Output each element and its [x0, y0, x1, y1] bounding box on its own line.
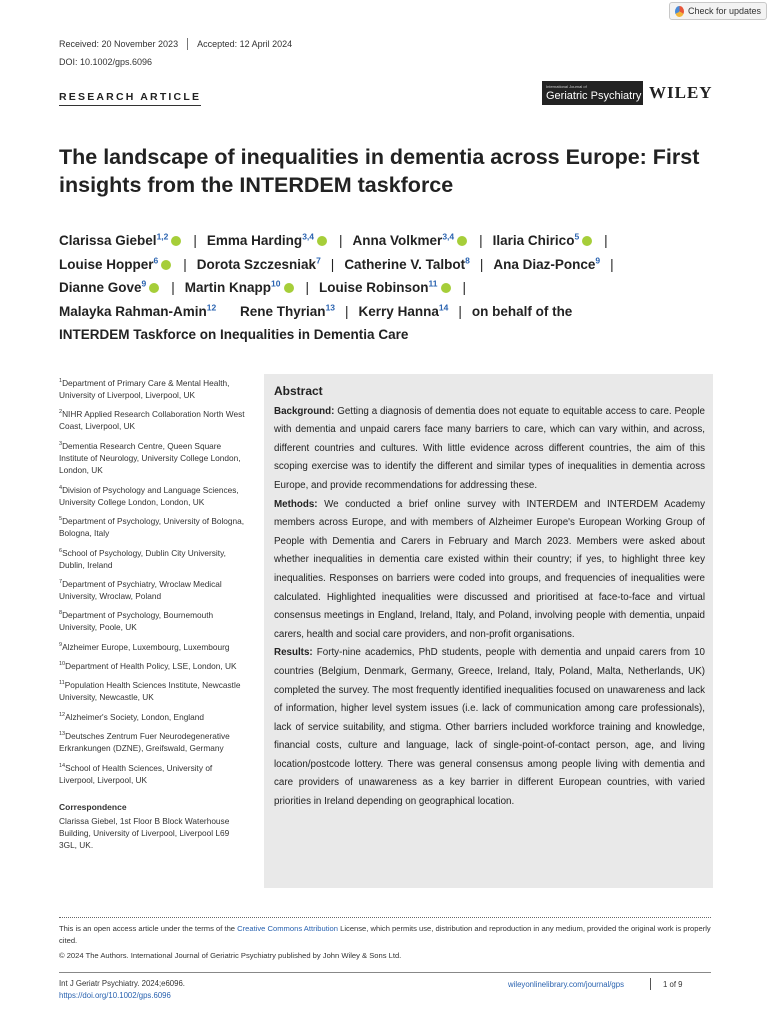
author-line-5: INTERDEM Taskforce on Inequalities in Dementia Care [59, 327, 409, 342]
orcid-icon[interactable] [171, 236, 181, 246]
author-separator: | [610, 256, 614, 272]
crossmark-icon [675, 6, 684, 17]
affiliation: $^{11}$Population Health Sciences Institute, Newcastle University, Newcastle, UK [59, 680, 241, 703]
orcid-icon[interactable] [441, 283, 451, 293]
author[interactable]: Anna Volkmer$^{3,4}$ [353, 233, 470, 248]
citation-text: Int J Geriatr Psychiatry. 2024;e6096. [59, 979, 185, 988]
abstract-background: Background: Getting a diagnosis of dementia does not equate to equitable access to care. People with dementia and unpaid carers face many barriers to care, which can vary within, and across, different countries and cultures. With little evidence across different countries, the aim of this scoping exercise was to identify the different and similar types of inequalities in dementia across Europe, and provide recommendations for addressing these. [274, 405, 705, 491]
affiliation: $^9$Alzheimer Europe, Luxembourg, Luxembourg [59, 641, 230, 652]
divider [59, 917, 711, 918]
affiliation: $^6$School of Psychology, Dublin City University, Dublin, Ireland [59, 547, 226, 570]
author-list [59, 229, 719, 347]
affiliation: $^2$NIHR Applied Research Collaboration North West Coast, Liverpool, UK [59, 409, 245, 432]
journal-logo [542, 81, 643, 105]
author-separator: | [171, 280, 175, 295]
abstract-results: Results: Forty-nine academics, PhD students, people with dementia and unpaid carers from 10 countries (Belgium, Denmark, Germany, Greece, Ireland, Italy, Poland, Malta, Netherlands, UK) completed the survey. The most frequently identified inequalities focused on unawareness and lack of information, higher level system issues (i.e. lack of communication among care professionals), lack of service suitability, and stigma. Other barriers included workforce training and knowledge, financial costs, culture and language, lack of single-point-of-contact person, age, and living location/postcode lottery. There was general consensus among people living with dementia and care providers of unawareness as a key barrier in different European countries, with varied priorities in Ireland depending on geographical location. [274, 647, 705, 808]
divider [59, 972, 711, 973]
affiliation: $^{14}$School of Health Sciences, University of Liverpool, Liverpool, UK [59, 762, 213, 785]
author[interactable]: Dianne Gove$^9$ [59, 280, 161, 295]
affiliations [59, 375, 249, 852]
divider [187, 38, 188, 50]
author-line-3 [59, 276, 719, 300]
author[interactable]: Clarissa Giebel$^{1,2}$ [59, 233, 183, 248]
author-line-2 [59, 253, 719, 277]
author-separator: | [462, 280, 467, 295]
received-date: Received: 20 November 2023 [59, 39, 179, 49]
abstract-methods: Methods: We conducted a brief online survey with INTERDEM and INTERDEM Academy members across Europe, and with members of Alzheimer Europe's European Working Group of People with Dementia and Carers in February and March 2023. Members were asked about whether inequalities in dementia care existed within their country; if yes, to highlight three key inequalities. Responses on barriers were coded into groups, and frequencies of inequalities were calculated. Highlighted inequalities were discussed and prioritised at face-to-face and virtual consensus meetings in England, Ireland, Italy, and Poland, involving people with dementia, unpaid carers, health and social care providers, and non-profit organisations. [274, 498, 705, 640]
author-separator: | [330, 256, 335, 272]
doi: DOI: 10.1002/gps.6096 [59, 57, 153, 67]
article-title: The landscape of inequalities in dementia across Europe: First insights from the INTERDEM taskforce [59, 145, 700, 197]
check-for-updates-button[interactable] [669, 2, 767, 20]
correspondence-text: Clarissa Giebel, 1st Floor B Block Waterhouse Building, University of Liverpool, Liverpool L69 3GL, UK. [59, 816, 230, 851]
affiliation: $^{10}$Department of Health Policy, LSE, London, UK [59, 660, 237, 671]
affiliation: $^1$Department of Primary Care & Mental Health, University of Liverpool, Liverpool, UK [59, 377, 230, 400]
author[interactable]: Kerry Hanna$^{14}$ [358, 302, 449, 319]
author-separator: | [479, 256, 484, 272]
author[interactable]: Martin Knapp$^{10}$ [185, 280, 296, 295]
affiliation: $^3$Dementia Research Centre, Queen Square Institute of Neurology, University College London, London, UK [59, 440, 241, 476]
orcid-icon[interactable] [284, 283, 294, 293]
publisher-logo: WILEY [649, 83, 713, 102]
abstract-heading: Abstract [274, 384, 323, 398]
author[interactable]: Emma Harding$^{3,4}$ [207, 233, 329, 248]
author[interactable]: Dorota Szczesniak$^7$ [196, 255, 321, 272]
page-number: 1 of 9 [663, 979, 683, 989]
journal-site-link[interactable]: wileyonlinelibrary.com/journal/gps [508, 979, 624, 989]
divider [650, 978, 651, 990]
author-separator: | [183, 256, 187, 272]
footer-right [508, 978, 683, 990]
correspondence-heading: Correspondence [59, 801, 127, 812]
orcid-icon[interactable] [582, 236, 592, 246]
check-for-updates-label: Check for updates [687, 6, 761, 16]
orcid-icon[interactable] [149, 283, 159, 293]
doi-link[interactable]: https://doi.org/10.1002/gps.6096 [59, 991, 171, 1000]
journal-logo-small: International Journal of [546, 83, 587, 89]
affiliation: $^7$Department of Psychiatry, Wroclaw Medical University, Wroclaw, Poland [59, 578, 222, 601]
affiliation: $^5$Department of Psychology, University of Bologna, Bologna, Italy [59, 515, 245, 539]
author[interactable]: Louise Robinson$^{11}$ [319, 280, 453, 295]
journal-logo-name: Geriatric Psychiatry [546, 89, 642, 102]
license-link[interactable]: Creative Commons Attribution [237, 924, 338, 933]
author-separator: | [339, 233, 343, 248]
affiliation: $^{13}$Deutsches Zentrum Fuer Neurodegenerative Erkrankungen (DZNE), Greifswald, Germany [59, 730, 230, 754]
affiliation: $^4$Division of Psychology and Language Sciences, University College London, London, UK [59, 484, 239, 507]
author[interactable]: Malayka Rahman-Amin$^{12}$ [59, 302, 217, 319]
license-notice: This is an open access article under the terms of the Creative Commons Attribution License, which permits use, distribution and reproduction in any medium, provided the original work is properly cited. [59, 924, 711, 946]
author-separator: | [479, 233, 483, 248]
author[interactable]: Rene Thyrian$^{13}$ [240, 302, 336, 319]
section-label: RESEARCH ARTICLE [59, 91, 201, 106]
orcid-icon[interactable] [161, 260, 171, 270]
author[interactable]: Ilaria Chirico$^5$ [493, 233, 595, 248]
author-separator: | [193, 233, 197, 248]
author[interactable]: Catherine V. Talbot$^8$ [344, 255, 470, 272]
citation [59, 978, 185, 1002]
copyright: © 2024 The Authors. International Journal of Geriatric Psychiatry published by John Wiley & Sons Ltd. [59, 951, 402, 960]
author-line-1 [59, 229, 719, 253]
abstract [264, 374, 713, 888]
affiliation: $^8$Department of Psychology, Bournemouth University, Poole, UK [59, 610, 214, 633]
author-spacer [226, 304, 230, 319]
accepted-date: Accepted: 12 April 2024 [197, 39, 293, 49]
author-separator: | [305, 280, 310, 295]
author[interactable]: Ana Diaz-Ponce$^9$ [493, 255, 601, 272]
orcid-icon[interactable] [317, 236, 327, 246]
author-line-4 [59, 300, 719, 324]
author[interactable]: Louise Hopper$^6$ [59, 257, 173, 272]
on-behalf-of: on behalf of the [471, 303, 573, 319]
author-separator: | [458, 303, 462, 319]
orcid-icon[interactable] [457, 236, 467, 246]
author-separator: | [604, 233, 608, 248]
author-separator: | [345, 303, 349, 319]
article-dates [59, 38, 292, 50]
affiliation: $^{12}$Alzheimer's Society, London, England [59, 711, 204, 722]
